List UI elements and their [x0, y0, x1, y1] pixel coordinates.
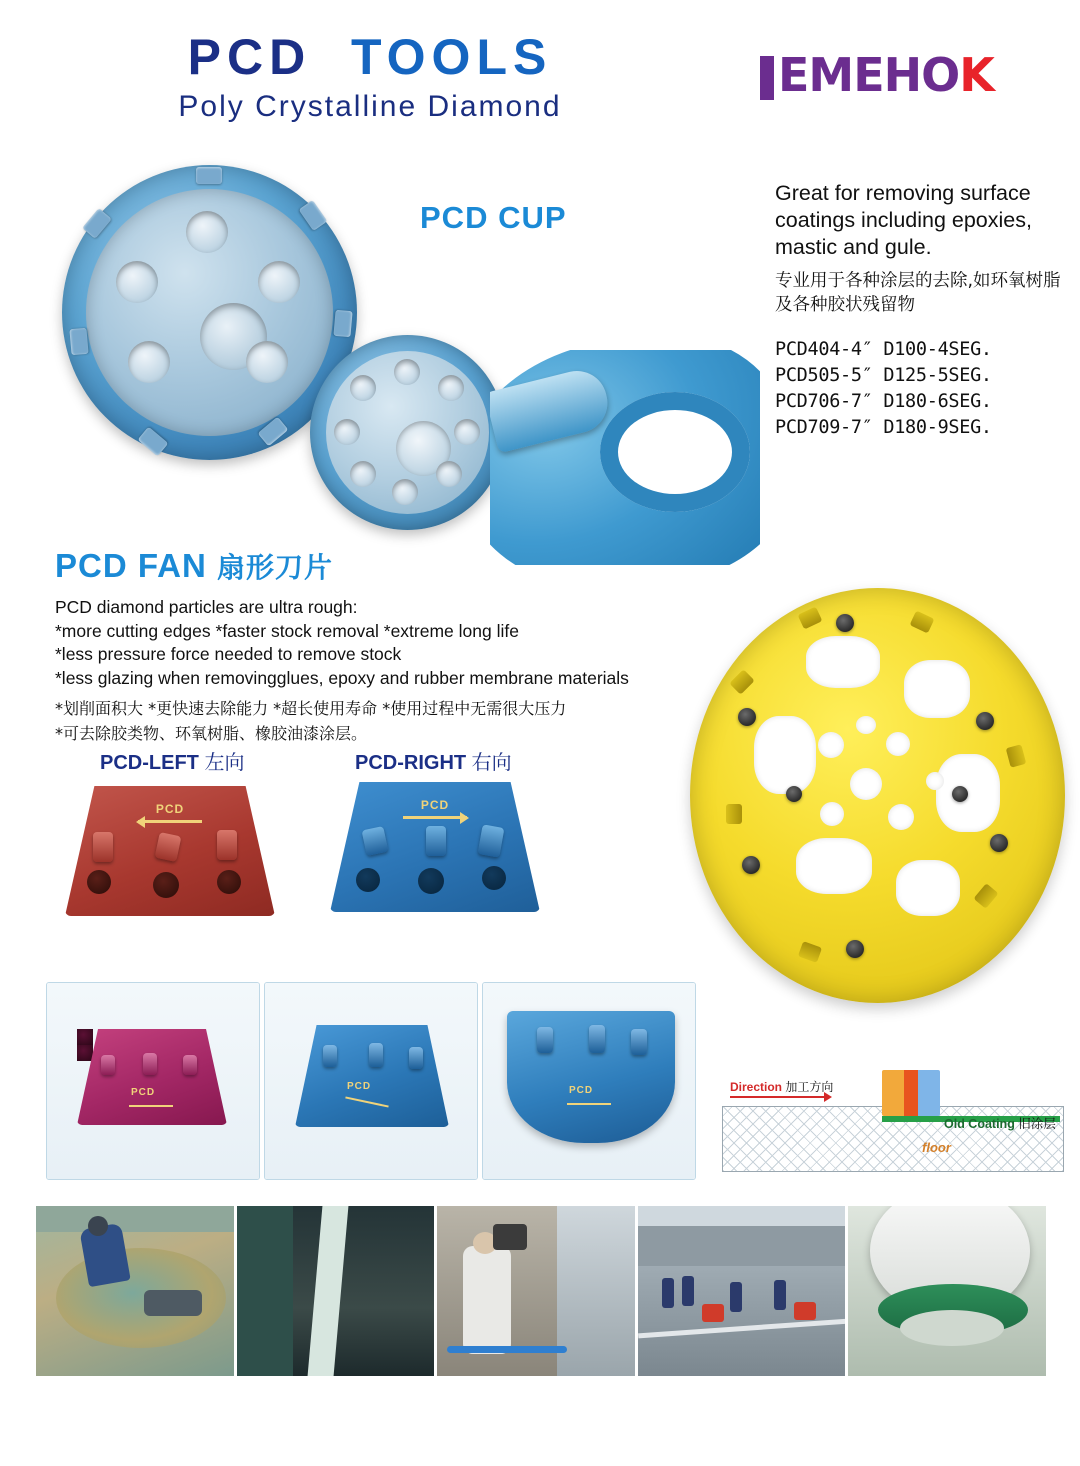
photo-machine	[702, 1304, 724, 1322]
application-photo-site-crew	[638, 1206, 846, 1376]
diagram-direction-en: Direction	[730, 1080, 783, 1094]
wheel-segment	[196, 167, 222, 184]
photo-worker	[682, 1276, 694, 1306]
disc-tooth	[798, 607, 823, 630]
fan-bullet: *more cutting edges *faster stock removal *extreme long life	[55, 620, 519, 641]
disc-tooth	[1006, 744, 1027, 767]
logo-text-primary: EMEH	[778, 48, 922, 102]
mini-plate-arrow	[129, 1105, 173, 1107]
disc-bolt	[846, 940, 864, 958]
process-diagram	[722, 1074, 1062, 1178]
model-item: PCD709-7″ D180-9SEG.	[775, 417, 992, 438]
disc-cutout	[888, 804, 914, 830]
pcd-right-plate-image	[330, 782, 540, 912]
mini-plate-image	[507, 1011, 675, 1143]
closeup-bore	[600, 392, 750, 512]
model-item: PCD505-5″ D125-5SEG.	[775, 365, 992, 386]
pcd-left-plate-image	[65, 786, 275, 916]
disc-bolt	[836, 614, 854, 632]
mini-plate-hole	[77, 1045, 93, 1061]
pcd-cup-heading: PCD CUP	[420, 200, 567, 235]
disc-cutout	[904, 660, 970, 718]
pcd-fan-heading-cn: 扇形刀片	[217, 551, 334, 584]
photo-worker	[730, 1282, 742, 1312]
disc-bolt	[976, 712, 994, 730]
diagram-direction-label	[730, 1078, 833, 1095]
wheel-hole	[454, 419, 480, 445]
mini-plate-brand: PCD	[347, 1081, 372, 1092]
photo-road-line	[307, 1206, 348, 1376]
model-item: PCD404-4″ D100-4SEG.	[775, 339, 992, 360]
photo-machine-pad	[900, 1310, 1004, 1346]
disc-tooth	[726, 804, 742, 824]
poster-header	[0, 0, 1080, 140]
disc-cutout	[896, 860, 960, 916]
plate-hole	[217, 870, 241, 894]
fan-bullet-cn: *划削面积大 *更快速去除能力 *超长使用寿命 *使用过程中无需很大压力	[55, 699, 567, 718]
disc-tooth	[910, 611, 935, 634]
wheel-hole	[246, 341, 288, 383]
wheel-face	[86, 189, 333, 436]
wheel-hole	[258, 261, 300, 303]
page-title-main: PCD	[187, 29, 312, 85]
pcd-cup-description-en: Great for removing surface coatings including epoxies, mastic and gule.	[775, 181, 1032, 259]
page-title-sub: TOOLS	[351, 29, 553, 85]
mini-plate-segment	[369, 1043, 383, 1067]
application-photo-wall-work	[437, 1206, 635, 1376]
disc-cutout	[936, 754, 1000, 832]
wheel-segment	[69, 328, 88, 355]
diagram-tool-block	[882, 1070, 940, 1116]
fan-intro: PCD diamond particles are ultra rough:	[55, 597, 358, 617]
photo-worker	[662, 1278, 674, 1308]
page-subtitle: Poly Crystalline Diamond	[178, 90, 562, 123]
plate-hole	[87, 870, 111, 894]
mini-plate-body	[295, 1025, 449, 1127]
plate-right-label-en: PCD-RIGHT	[355, 752, 467, 774]
mini-plate-segment	[589, 1025, 605, 1053]
mini-plate-brand: PCD	[131, 1087, 156, 1098]
disc-bolt	[738, 708, 756, 726]
brand-logo	[760, 48, 1060, 110]
disc-cutout	[796, 838, 872, 894]
logo-text-o: O	[921, 48, 960, 102]
mini-plate-segment	[143, 1053, 157, 1075]
mini-plate-arrow	[567, 1103, 611, 1105]
pcd-fan-heading	[55, 546, 333, 586]
mini-plate-hole	[77, 1029, 93, 1045]
mini-plate-segment	[409, 1047, 423, 1069]
application-photo-grinding-floor	[36, 1206, 234, 1376]
photo-hose	[447, 1346, 567, 1353]
photo-wall-right	[557, 1206, 635, 1376]
plate-segment	[426, 826, 446, 856]
fan-bullet: *less pressure force needed to remove stock	[55, 644, 402, 664]
pcd-cup-model-list	[775, 337, 1075, 441]
disc-bolt	[742, 856, 760, 874]
plate-hole	[153, 872, 179, 898]
pcd-cup-closeup-image	[490, 350, 760, 565]
photo-machine	[144, 1290, 202, 1316]
fan-bullet-cn: *可去除胶类物、环氧树脂、橡胶油漆涂层。	[55, 724, 368, 743]
photo-machine	[794, 1302, 816, 1320]
plate-brand-label: PCD	[420, 798, 450, 812]
plate-brand-label: PCD	[155, 802, 185, 816]
logo-text-k: K	[959, 48, 994, 102]
wheel-hole	[128, 341, 170, 383]
pcd-fan-description	[55, 596, 735, 746]
disc-bolt	[786, 786, 802, 802]
wheel-face-small	[326, 351, 489, 514]
mini-plate-segment	[631, 1029, 647, 1055]
photo-worker-head	[88, 1216, 108, 1236]
diagram-floor-label: floor	[922, 1140, 951, 1155]
mini-plate-segment	[537, 1027, 553, 1053]
plate-hole	[482, 866, 506, 890]
mini-plate-image	[77, 1029, 227, 1125]
diagram-coating-cn: 旧涂层	[1018, 1116, 1056, 1131]
product-card-blue-block	[482, 982, 696, 1180]
logo-bar-shape	[760, 56, 774, 100]
pcd-fan-heading-en: PCD FAN	[55, 547, 207, 584]
plate-left-label	[100, 746, 244, 775]
pcd-cup-info	[775, 180, 1075, 441]
plate-left-label-cn: 左向	[204, 750, 245, 774]
plate-segment	[217, 830, 237, 860]
wheel-segment	[299, 200, 328, 231]
disc-cutout	[926, 772, 944, 790]
pcd-cup-wheel-small-image	[310, 335, 505, 530]
product-card-blue	[264, 982, 478, 1180]
application-photo-line-removal	[237, 1206, 435, 1376]
wheel-hole	[350, 375, 376, 401]
wheel-hole	[116, 261, 158, 303]
pcd-grinding-disc-image	[690, 588, 1065, 1003]
pcd-cup-description-cn: 专业用于各种涂层的去除,如环氧树脂及各种胶状残留物	[775, 271, 1061, 315]
plate-right-label-cn: 右向	[471, 750, 512, 774]
mini-plate-brand: PCD	[569, 1085, 594, 1096]
disc-cutout	[806, 636, 880, 688]
diagram-direction-arrow-icon	[730, 1096, 830, 1098]
diagram-coating-label	[944, 1114, 1056, 1132]
disc-bolt	[952, 786, 968, 802]
wheel-hole	[186, 211, 228, 253]
disc-cutout	[856, 716, 876, 734]
photo-handheld-tool	[493, 1224, 527, 1250]
disc-cutout	[886, 732, 910, 756]
disc-cutout	[754, 716, 816, 794]
diagram-coating-en: Old Coating	[944, 1117, 1015, 1131]
pcd-cup-section	[0, 140, 1080, 540]
disc-cutout	[850, 768, 882, 800]
disc-tooth	[973, 883, 998, 909]
wheel-segment	[82, 208, 112, 239]
page-title	[0, 28, 740, 86]
wheel-hole	[334, 419, 360, 445]
plate-direction-arrow	[138, 820, 202, 823]
disc-cutout	[820, 802, 844, 826]
wheel-hole	[350, 461, 376, 487]
disc-bolt	[990, 834, 1008, 852]
application-photo-machine-closeup	[848, 1206, 1046, 1376]
plate-right-label	[355, 746, 512, 775]
disc-tooth	[729, 669, 754, 694]
wheel-segment	[138, 427, 169, 457]
mini-plate-image	[295, 1025, 449, 1127]
wheel-hole	[436, 461, 462, 487]
mini-plate-segment	[183, 1055, 197, 1075]
mini-plate-body	[77, 1029, 227, 1125]
photo-building	[638, 1226, 846, 1266]
wheel-hole	[392, 479, 418, 505]
mini-plate-segment	[323, 1045, 337, 1067]
model-item: PCD706-7″ D180-6SEG.	[775, 391, 992, 412]
photo-worker	[463, 1246, 511, 1354]
fan-bullet: *less glazing when removingglues, epoxy and rubber membrane materials	[55, 667, 629, 688]
disc-cutout	[818, 732, 844, 758]
plate-hole	[356, 868, 380, 892]
photo-background-band	[36, 1206, 234, 1232]
mini-plate-segment	[101, 1055, 115, 1075]
wheel-hole	[438, 375, 464, 401]
disc-tooth	[798, 941, 822, 963]
product-card-magenta	[46, 982, 260, 1180]
plate-hole	[418, 868, 444, 894]
plate-left-label-en: PCD-LEFT	[100, 752, 199, 774]
photo-worker	[774, 1280, 786, 1310]
plate-direction-arrow	[403, 816, 467, 819]
wheel-segment	[333, 310, 352, 337]
plate-segment	[93, 832, 113, 862]
wheel-hole	[394, 359, 420, 385]
diagram-direction-cn: 加工方向	[785, 1080, 834, 1094]
application-photo-strip	[36, 1206, 1046, 1376]
photo-dark-strip	[237, 1206, 293, 1376]
